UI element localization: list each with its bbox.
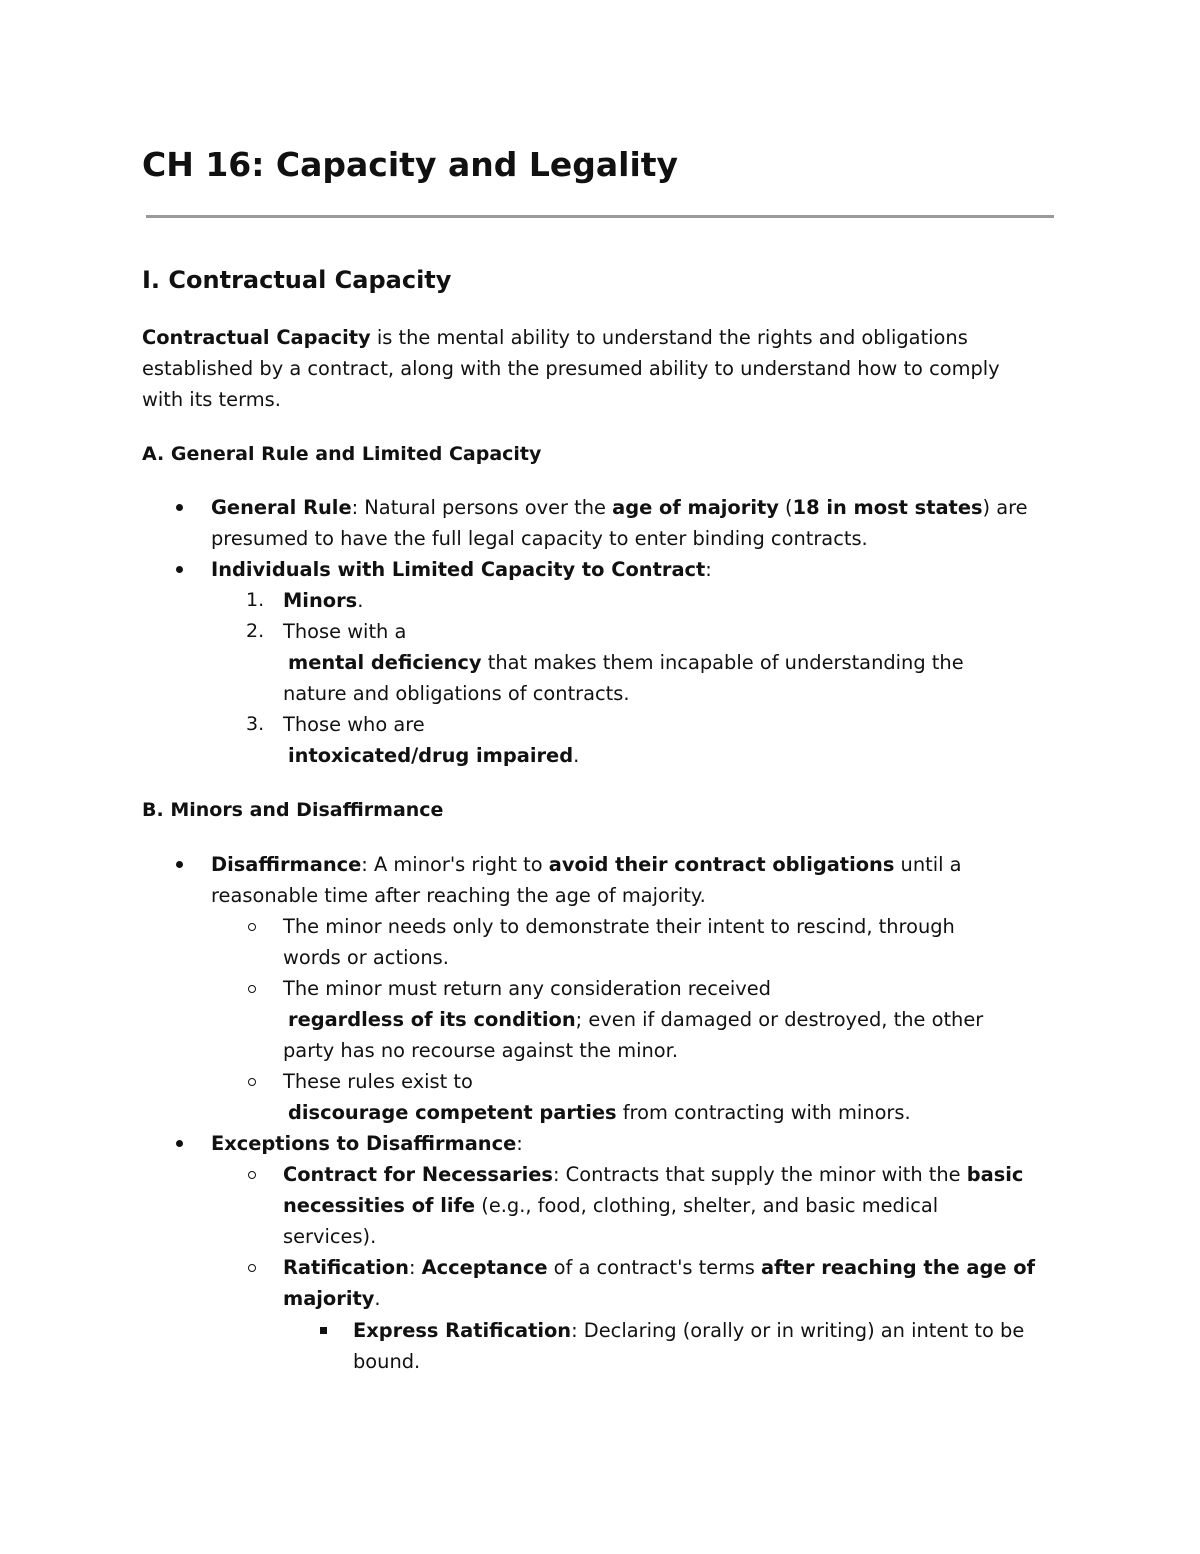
intro-line-1-rest: is the mental ability to understand the rights and obligations	[370, 326, 968, 349]
intro-line-1	[142, 322, 1072, 353]
list-item-rules-exist: These rules exist to discourage competent parties from contracting with minors.	[283, 1070, 911, 1124]
list-item-express-ratification: Express Ratification: Declaring (orally or in writing) an intent to be bound.	[353, 1319, 1025, 1373]
list-number: 2.	[246, 620, 265, 642]
page-title: CH 16: Capacity and Legality	[142, 145, 679, 184]
circle-bullet-icon	[248, 1252, 256, 1283]
bullet-icon	[176, 849, 183, 880]
list-item-mental-deficiency: Those with a mental deficiency that makes them incapable of understanding the nature and obligations of contracts.	[283, 620, 964, 705]
list-item-intoxicated: Those who are intoxicated/drug impaired.	[283, 713, 580, 767]
bullet-icon	[176, 1128, 183, 1159]
list-item-disaffirmance: Disaffirmance: A minor's right to avoid their contract obligations until a reasonable time after reaching the age of majority.	[211, 853, 962, 907]
list-item-return-consideration: The minor must return any consideration received regardless of its condition; even if damaged or destroyed, the other party has no recourse against the minor.	[283, 977, 984, 1062]
list-item-ratification: Ratification: Acceptance of a contract's terms after reaching the age of majority.	[283, 1256, 1036, 1310]
intro-line-2: established by a contract, along with the presumed ability to understand how to comply	[142, 357, 1000, 380]
subsection-heading-disaffirmance: B. Minors and Disaffirmance	[142, 799, 444, 821]
list-item-exceptions: Exceptions to Disaffirmance:	[211, 1132, 523, 1155]
circle-bullet-icon	[248, 1159, 256, 1190]
bullet-icon	[176, 554, 183, 585]
title-divider	[146, 215, 1054, 218]
list-number: 3.	[246, 713, 265, 735]
list-item-intent-to-rescind: The minor needs only to demonstrate their intent to rescind, through words or actions.	[283, 915, 955, 969]
circle-bullet-icon	[248, 1066, 256, 1097]
intro-paragraph	[142, 322, 1072, 415]
general-rule-label: General Rule	[211, 496, 352, 519]
list-item-limited-capacity: Individuals with Limited Capacity to Contract:	[211, 558, 712, 581]
list-item-necessaries: Contract for Necessaries: Contracts that supply the minor with the basic necessities of life (e.g., food, clothing, shelter, and basic medical services).	[283, 1163, 1024, 1248]
list-item-general-rule: General Rule: Natural persons over the age of majority (18 in most states) are presumed to have the full legal capacity to enter binding contracts.	[211, 496, 1028, 550]
list-item-minors: Minors.	[283, 589, 364, 612]
square-bullet-icon	[320, 1315, 327, 1346]
bullet-icon	[176, 492, 183, 523]
intro-term: Contractual Capacity	[142, 326, 371, 349]
list-number: 1.	[246, 589, 265, 611]
subsection-heading-general-rule: A. General Rule and Limited Capacity	[142, 443, 542, 465]
circle-bullet-icon	[248, 973, 256, 1004]
circle-bullet-icon	[248, 911, 256, 942]
section-heading-contractual-capacity: I. Contractual Capacity	[142, 266, 452, 294]
intro-line-3: with its terms.	[142, 388, 281, 411]
